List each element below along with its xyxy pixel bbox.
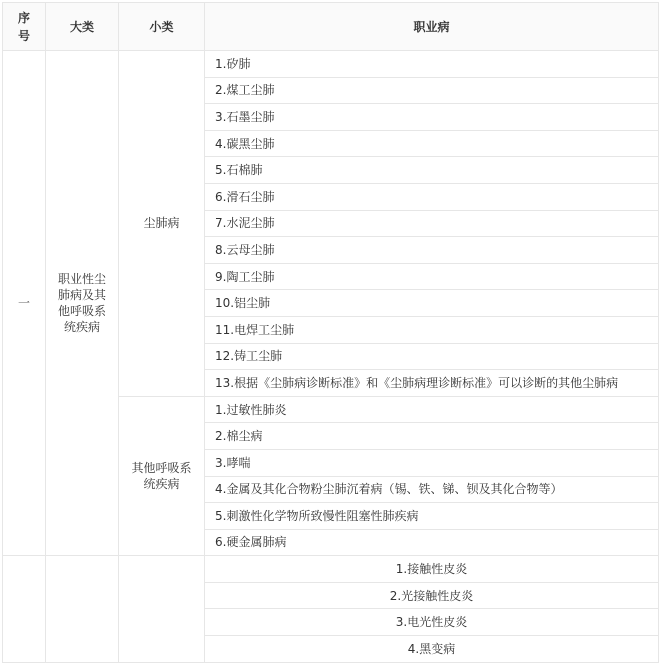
- disease-cell: 9.陶工尘肺: [205, 263, 659, 290]
- group1-seq: 一: [3, 51, 46, 556]
- disease-cell: 5.石棉肺: [205, 157, 659, 184]
- group2-minor: [119, 556, 205, 662]
- group1-sub1-label: 尘肺病: [119, 51, 205, 397]
- disease-cell: 1.矽肺: [205, 51, 659, 78]
- header-minor: 小类: [119, 3, 205, 51]
- header-major: 大类: [46, 3, 119, 51]
- disease-cell: 4.金属及其化合物粉尘肺沉着病（锡、铁、锑、钡及其化合物等）: [205, 476, 659, 503]
- disease-cell: 2.光接触性皮炎: [205, 582, 659, 609]
- disease-cell: 3.石墨尘肺: [205, 104, 659, 131]
- table-row: [3, 51, 659, 78]
- disease-cell: 12.铸工尘肺: [205, 343, 659, 370]
- occupational-disease-table: [2, 2, 659, 663]
- group2-seq: [3, 556, 46, 662]
- table-header-row: [3, 3, 659, 51]
- disease-cell: 3.电光性皮炎: [205, 609, 659, 636]
- disease-cell: 5.刺激性化学物所致慢性阻塞性肺疾病: [205, 503, 659, 530]
- group2-major: [46, 556, 119, 662]
- table-row: [3, 556, 659, 583]
- disease-cell: 8.云母尘肺: [205, 237, 659, 264]
- header-seq: 序 号: [3, 3, 46, 51]
- disease-cell: 3.哮喘: [205, 449, 659, 476]
- disease-cell: 4.黑变病: [205, 636, 659, 663]
- disease-cell: 1.接触性皮炎: [205, 556, 659, 583]
- disease-cell: 6.硬金属肺病: [205, 529, 659, 556]
- disease-cell: 2.棉尘病: [205, 423, 659, 450]
- disease-cell: 2.煤工尘肺: [205, 77, 659, 104]
- header-disease: 职业病: [205, 3, 659, 51]
- disease-cell: 7.水泥尘肺: [205, 210, 659, 237]
- disease-cell: 13.根据《尘肺病诊断标准》和《尘肺病理诊断标准》可以诊断的其他尘肺病: [205, 370, 659, 397]
- disease-cell: 1.过敏性肺炎: [205, 396, 659, 423]
- disease-cell: 11.电焊工尘肺: [205, 316, 659, 343]
- group1-major: 职业性尘肺病及其他呼吸系统疾病: [46, 51, 119, 556]
- disease-cell: 4.碳黑尘肺: [205, 130, 659, 157]
- disease-cell: 10.铝尘肺: [205, 290, 659, 317]
- group1-sub2-label: 其他呼吸系统疾病: [119, 396, 205, 556]
- disease-cell: 6.滑石尘肺: [205, 183, 659, 210]
